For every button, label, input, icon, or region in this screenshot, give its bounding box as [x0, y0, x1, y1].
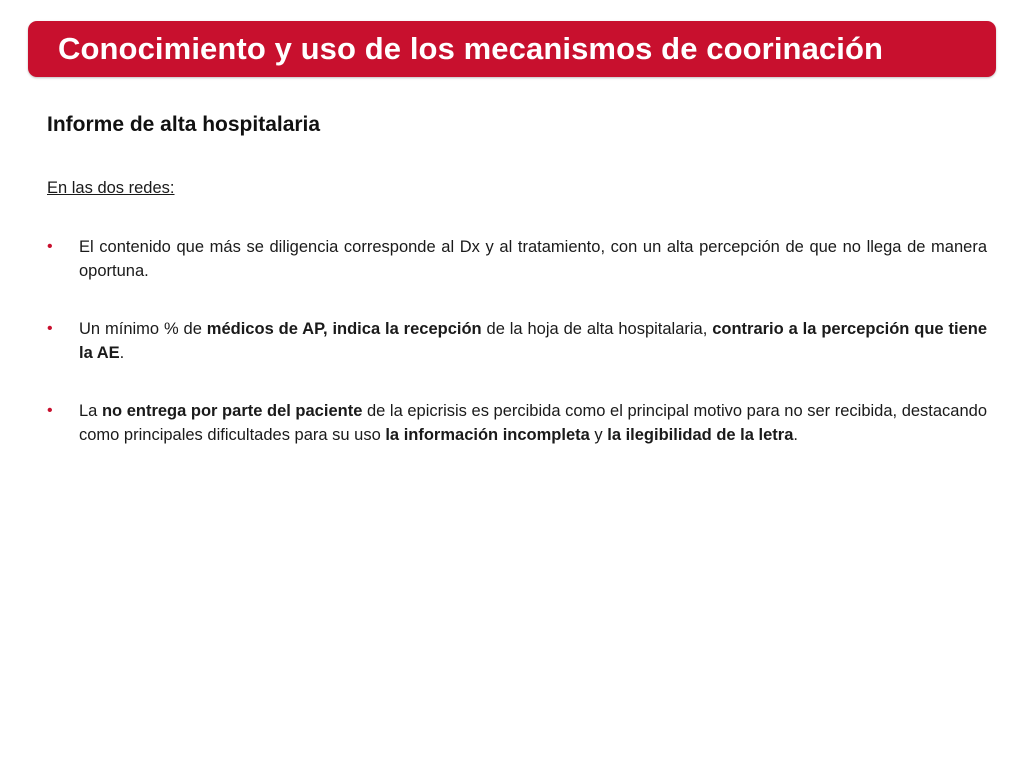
bullet-segment: y	[589, 426, 608, 444]
slide-title: Conocimiento y uso de los mecanismos de coorinación	[58, 31, 884, 66]
bullet-item	[47, 317, 987, 365]
bullet-segment-bold: contrario a la percepción que tiene la AE	[79, 320, 987, 362]
bullet-icon: •	[47, 238, 53, 255]
bullet-list	[47, 235, 987, 481]
bullet-item	[47, 399, 987, 447]
bullet-segment-bold: médicos de AP, indica la recepción	[206, 320, 482, 338]
bullet-segment: de la epicrisis es percibida como el principal motivo para no ser recibida, destacando como principales dificultades para su uso	[79, 402, 988, 444]
section-heading: Informe de alta hospitalaria	[47, 113, 321, 136]
bullet-segment: El contenido que más se diligencia corresponde al Dx y al tratamiento, con un alta percepción de que no llega de manera oportuna.	[79, 238, 987, 280]
bullet-segment: .	[793, 426, 798, 444]
bullet-item	[47, 235, 987, 283]
bullet-text	[79, 320, 987, 362]
bullet-icon: •	[47, 320, 53, 337]
bullet-text	[79, 238, 987, 280]
bullet-segment-bold: no entrega por parte del paciente	[101, 402, 363, 420]
bullet-segment-bold: la ilegibilidad de la letra	[607, 426, 794, 444]
bullet-segment: Un mínimo % de	[79, 320, 207, 338]
bullet-icon: •	[47, 402, 53, 419]
intro-text: En las dos redes:	[47, 179, 175, 197]
title-banner	[28, 21, 996, 77]
bullet-segment: .	[119, 344, 125, 362]
bullet-segment-bold: la información incompleta	[385, 426, 590, 444]
bullet-segment: de la hoja de alta hospitalaria,	[481, 320, 713, 338]
bullet-segment: La	[79, 402, 102, 420]
bullet-text	[79, 402, 987, 444]
